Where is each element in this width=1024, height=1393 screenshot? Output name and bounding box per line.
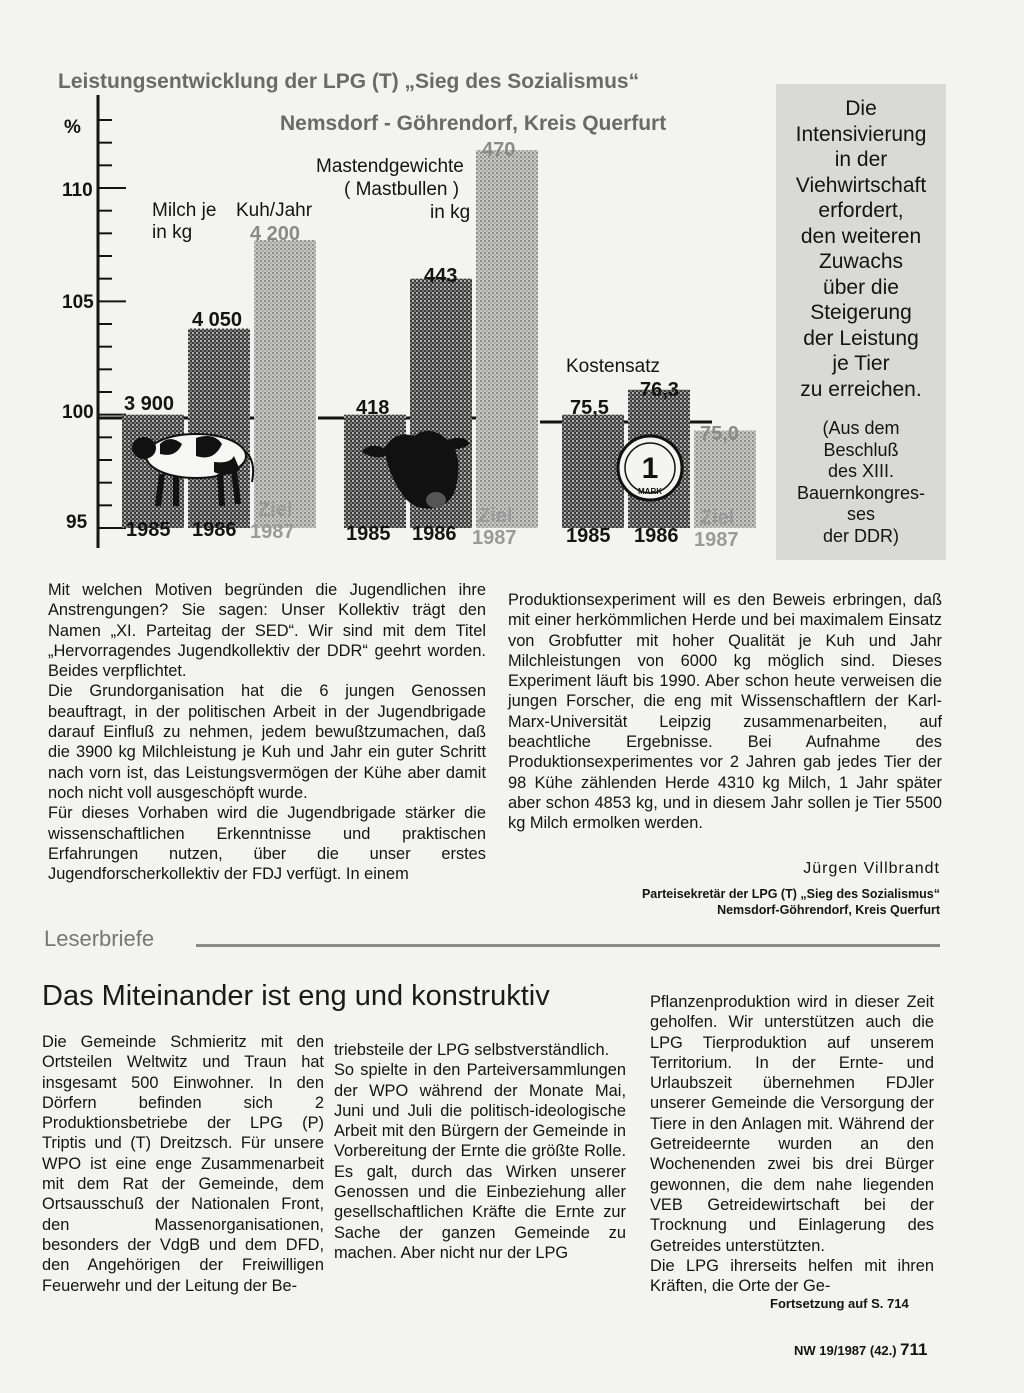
- continued-note: Fortsetzung auf S. 714: [770, 1296, 909, 1311]
- value-milk-1987: 4 200: [250, 223, 301, 245]
- y-ticks: [98, 120, 126, 528]
- sidebox-source-line: des XIII.: [827, 461, 895, 481]
- article1-paragraph: Für dieses Vorhaben wird die Jugendbrigade stärker die wissenschaftlichen Erkenntnisse und praktischen Erfahrungen nutzen, über die unser erstes Jugendforscherkollektiv der FDJ verfügt. In einem: [48, 804, 486, 884]
- article1-column-right: [508, 590, 942, 834]
- author-role-line1: Parteisekretär der LPG (T) „Sieg des Sozialismus“: [641, 887, 940, 901]
- sidebox-line: je Tier: [832, 352, 890, 375]
- article1-column-left: [48, 580, 486, 884]
- sidebox-line: Zuwachs: [818, 250, 904, 273]
- value-cost-1986: 76,3: [640, 379, 679, 401]
- section-rubric: Leserbriefe: [44, 926, 155, 951]
- year-milk-1987: 1987: [250, 521, 295, 543]
- bar-meat-ziel-1987: [476, 150, 538, 528]
- year-cost-1986: 1986: [634, 525, 679, 547]
- sidebox-line: zu erreichen.: [800, 377, 922, 401]
- series-milk-label-2: in kg: [152, 222, 193, 243]
- author-role-line2: Nemsdorf-Göhrendorf, Kreis Querfurt: [717, 903, 940, 917]
- article1-signature: [560, 860, 940, 918]
- article2-column-1: [42, 1032, 324, 1296]
- article2-paragraph: Die LPG ihrerseits helfen mit ihren Kräften, die Orte der Ge-: [650, 1256, 934, 1296]
- sidebox-line: Intensivierung: [795, 122, 927, 146]
- y-tick-label-105: 105: [62, 292, 94, 313]
- series-milk-label-3: Kuh/Jahr: [236, 200, 313, 221]
- sidebox-source-line: der DDR): [822, 525, 899, 546]
- article2-column-3: [650, 992, 934, 1296]
- sidebox-line: den weiteren: [800, 224, 922, 248]
- sidebox-line: Die: [845, 97, 877, 120]
- article1-paragraph: Produktionsexperiment will es den Beweis erbringen, daß mit einer herkömmlichen Herde und bei maximalem Einsatz von Grobfutter mit hoher Qualität je Kuh und Jahr Milchleistungen von 6000 kg möglich sind. Dieses Experiment läuft bis 1990. Aber schon heute verweisen die jungen Forscher, die eng mit Wissenschaftlern der Karl-Marx-Universität Leipzig zusammenarbeiten, auf beachtliche Ergebnisse. Bei Aufnahme des Produktionsexperimentes vor 2 Jahren gab jedes Tier der 98 Kühe zählenden Herde 4310 kg Milch, 1 Jahr später aber schon 4853 kg, und in diesem Jahr sollen je Tier 5500 kg Milch ermolken werden.: [508, 591, 942, 833]
- series-meat-label-3: in kg: [430, 202, 471, 223]
- sidebox-line: der Leistung: [803, 326, 919, 350]
- chart-title-line2: Nemsdorf - Göhrendorf, Kreis Querfurt: [280, 112, 667, 135]
- y-unit-label: %: [64, 117, 81, 138]
- article1-paragraph: Die Grundorganisation hat die 6 jungen Genossen beauftragt, in der politischen Arbeit in der Jugendbrigade darauf Einfluß zu nehmen, jedem bewußtzumachen, daß die 3900 kg Milchleistung je Kuh und Jahr ein guter Schritt nach vorn ist, das Leistungsvermögen der Kühe aber damit noch nicht voll ausgeschöpft wurde.: [48, 682, 486, 802]
- sidebox-source-line: (Aus dem: [822, 418, 900, 438]
- year-cost-1985: 1985: [566, 525, 611, 547]
- sidebox-source-line: ses: [846, 504, 875, 524]
- sidebox-source-line: Bauernkongres-: [796, 482, 926, 503]
- year-milk-1986: 1986: [192, 519, 237, 541]
- series-meat-label-2: ( Mastbullen ): [344, 179, 460, 200]
- mark-coin-icon: [618, 436, 682, 500]
- y-tick-label-100: 100: [62, 402, 94, 423]
- sidebox-source-line: Beschluß: [823, 439, 899, 460]
- value-milk-1986: 4 050: [192, 309, 243, 331]
- year-cost-1987: 1987: [694, 529, 739, 551]
- y-tick-label-110: 110: [62, 180, 93, 201]
- sidebox-source: [776, 418, 946, 547]
- article2-paragraph: Die Gemeinde Schmieritz mit den Ortsteilen Weltwitz und Traun hat insgesamt 500 Einwohner. In den Dörfern befinden sich 2 Produktionsbetriebe der LPG (P) Triptis und (T) Dreitzsch. Für unsere WPO ist eine enge Zusammenarbeit mit dem Rat der Gemeinde, dem Ortsausschuß der Nationalen Front, den Massenorganisationen, besonders der VdgB und dem DFD, den Angehörigen der Freiwilligen Feuerwehr und der Leitung der Be-: [42, 1033, 324, 1295]
- year-meat-1985: 1985: [346, 523, 391, 545]
- sidebox-statement: [776, 96, 946, 402]
- series-meat-label-1: Mastendgewichte: [316, 156, 464, 177]
- author-name: Jürgen Villbrandt: [803, 860, 940, 877]
- page-number: 711: [900, 1340, 928, 1359]
- y-tick-label-95: 95: [66, 512, 88, 533]
- coin-text: MARK: [638, 487, 662, 496]
- year-meat-1987: 1987: [472, 527, 517, 549]
- sidebox-line: in der: [834, 148, 888, 171]
- sidebox-line: erfordert,: [818, 199, 904, 222]
- year-meat-1986: 1986: [412, 523, 457, 545]
- bar-milk-ziel-1987: [254, 240, 316, 528]
- sidebox-line: Viehwirtschaft: [795, 173, 927, 197]
- ziel-meat: Ziel: [478, 505, 513, 527]
- article1-paragraph: Mit welchen Motiven begründen die Jugendlichen ihre Anstrengungen? Sie sagen: Unser Kollektiv trägt den Namen „XI. Parteitag der SED“. Wir sind mit dem Titel „Hervorragendes Jugendkollektiv der DDR“ geehrt worden. Beides verpflichtet.: [48, 581, 486, 681]
- article2-paragraph: triebsteile der LPG selbstverständlich.: [334, 1041, 610, 1059]
- value-milk-1985: 3 900: [124, 393, 175, 415]
- value-meat-1986: 443: [424, 265, 458, 287]
- year-milk-1985: 1985: [126, 519, 171, 541]
- sidebox-line: über die: [823, 275, 899, 299]
- sidebox-line: Steigerung: [810, 301, 912, 324]
- ziel-milk: Ziel: [258, 499, 293, 521]
- article2-paragraph: So spielte in den Parteiversammlungen der WPO während der Monate Mai, Juni und Juli die politisch-ideologische Arbeit mit den Bürgern der Gemeinde in Vorbereitung der Ernte die größte Rolle. Es galt, durch das Wirken unserer Genossen und die Einbeziehung aller gesellschaftlichen Kräfte die Ernte zur Sache der ganzen Gemeinde zu machen. Aber nicht nur der LPG: [334, 1061, 626, 1262]
- article2-headline: Das Miteinander ist eng und konstruktiv: [42, 980, 550, 1012]
- sidebox-quote: [776, 84, 946, 560]
- series-milk-label-1: Milch je: [152, 200, 217, 221]
- section-rule: [196, 944, 940, 947]
- coin-number: 1: [641, 452, 659, 485]
- chart-title-line1: Leistungsentwicklung der LPG (T) „Sieg des Sozialismus“: [58, 70, 640, 93]
- ziel-cost: Ziel: [700, 507, 735, 529]
- issue-info: NW 19/1987 (42.): [794, 1343, 897, 1358]
- bar-cost-1985: [562, 415, 624, 528]
- value-meat-1987: 470: [482, 139, 516, 161]
- value-meat-1985: 418: [356, 397, 390, 419]
- series-cost-label: Kostensatz: [566, 356, 660, 377]
- value-cost-1985: 75,5: [570, 397, 609, 419]
- performance-chart: [0, 0, 776, 560]
- value-cost-1987: 75,0: [700, 423, 739, 445]
- article2-paragraph: Pflanzenproduktion wird in dieser Zeit geholfen. Wir unterstützen auch die LPG Tierproduktion auf unserem Territorium. In der Ernte- und Urlaubszeit übernehmen FDJler unserer Gemeinde die Versorgung der Tiere in den Anlagen mit. Während der Getreideernte wurden an den Wochenenden zwei bis drei Bürger gewonnen, die dem nahe liegenden VEB Getreidewirtschaft bei der Trocknung und Einlagerung des Getreides unterstützten.: [650, 993, 934, 1255]
- article2-column-2: [334, 1040, 626, 1263]
